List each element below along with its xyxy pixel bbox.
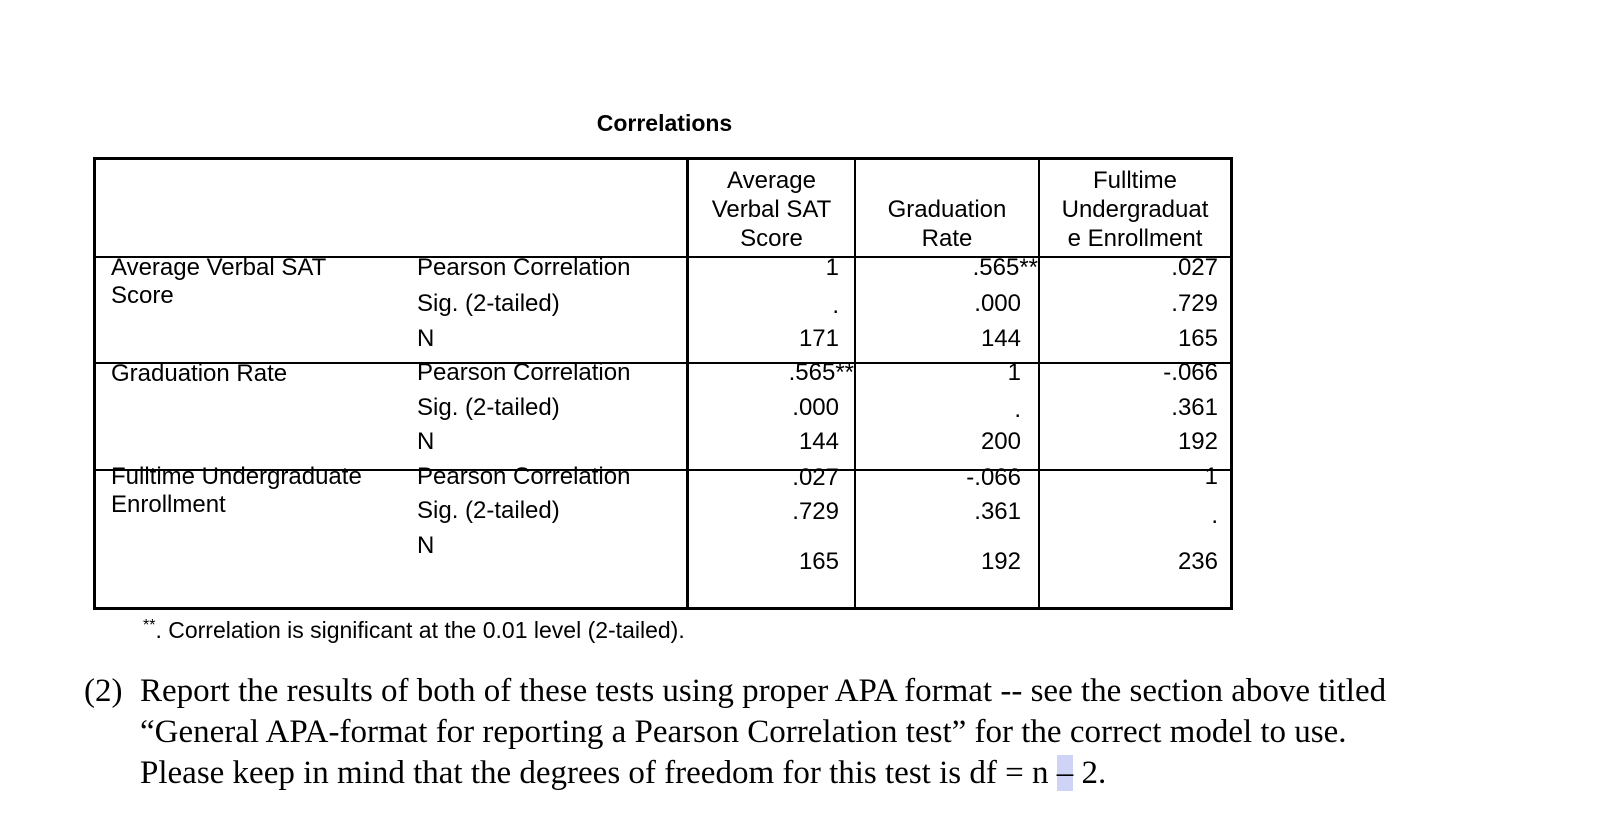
value-cell: 1 [825,254,839,281]
instruction-line-2: “General APA-format for reporting a Pearson Correlation test” for the correct model to use. [140,714,1347,750]
value-cell: .027 [792,464,839,491]
instruction-text [140,671,1570,794]
value-cell: .000 [974,290,1021,317]
stat-label-sig: Sig. (2-tailed) [417,394,560,421]
value-cell: . [1014,396,1021,423]
highlighted-dash: – [1056,755,1074,791]
stat-label-sig: Sig. (2-tailed) [417,497,560,524]
value-cell: 192 [1177,428,1218,455]
value-cell: .729 [792,498,839,525]
value-cell: . [1211,502,1218,529]
value-cell: 165 [1177,325,1218,352]
row-label-sat: Average Verbal SAT Score [111,254,327,309]
value-cell: .361 [1171,394,1218,421]
value-cell: 200 [980,428,1021,455]
value-cell: 236 [1177,548,1218,575]
value-cell: 1 [1007,359,1021,386]
stat-label-n: N [417,428,435,455]
value-cell: .565** [788,359,854,386]
value-cell: .729 [1171,290,1218,317]
value-cell: .361 [974,498,1021,525]
value-cell: . [832,292,839,319]
value-cell: .027 [1171,254,1218,281]
column-header-graduation: Graduation Rate [887,196,1007,252]
row-label-graduation: Graduation Rate [111,360,288,387]
value-cell: 192 [980,548,1021,575]
footnote-text: . Correlation is significant at the 0.01 level (2-tailed). [155,617,685,643]
column-header-sat: Average Verbal SAT Score [711,167,832,252]
stat-label-pearson: Pearson Correlation [417,359,631,386]
table-title: Correlations [596,110,733,136]
row-label-enrollment: Fulltime Undergraduate Enrollment [111,463,362,518]
value-cell: 165 [798,548,839,575]
stat-label-sig: Sig. (2-tailed) [417,290,560,317]
value-cell: 1 [1204,463,1218,490]
instruction-line-3: Please keep in mind that the degrees of freedom for this test is df = n – 2. [140,755,1107,791]
correlations-table [93,157,1233,610]
value-cell: .000 [792,394,839,421]
stat-label-n: N [417,532,435,559]
table-footnote [143,617,685,644]
value-cell: 171 [798,325,839,352]
item-number: (2) [84,673,123,709]
instruction-line-1: Report the results of both of these tests using proper APA format -- see the section above titled [140,673,1387,709]
footnote-mark: ** [143,617,156,634]
value-cell: .565** [972,254,1038,281]
stat-label-pearson: Pearson Correlation [417,463,631,490]
value-cell: 144 [798,428,839,455]
value-cell: -.066 [1163,359,1218,386]
column-header-enrollment: Fulltime Undergraduat e Enrollment [1061,167,1209,252]
stat-label-pearson: Pearson Correlation [417,254,631,281]
value-cell: 144 [980,325,1021,352]
value-cell: -.066 [966,464,1021,491]
stat-label-n: N [417,325,435,352]
